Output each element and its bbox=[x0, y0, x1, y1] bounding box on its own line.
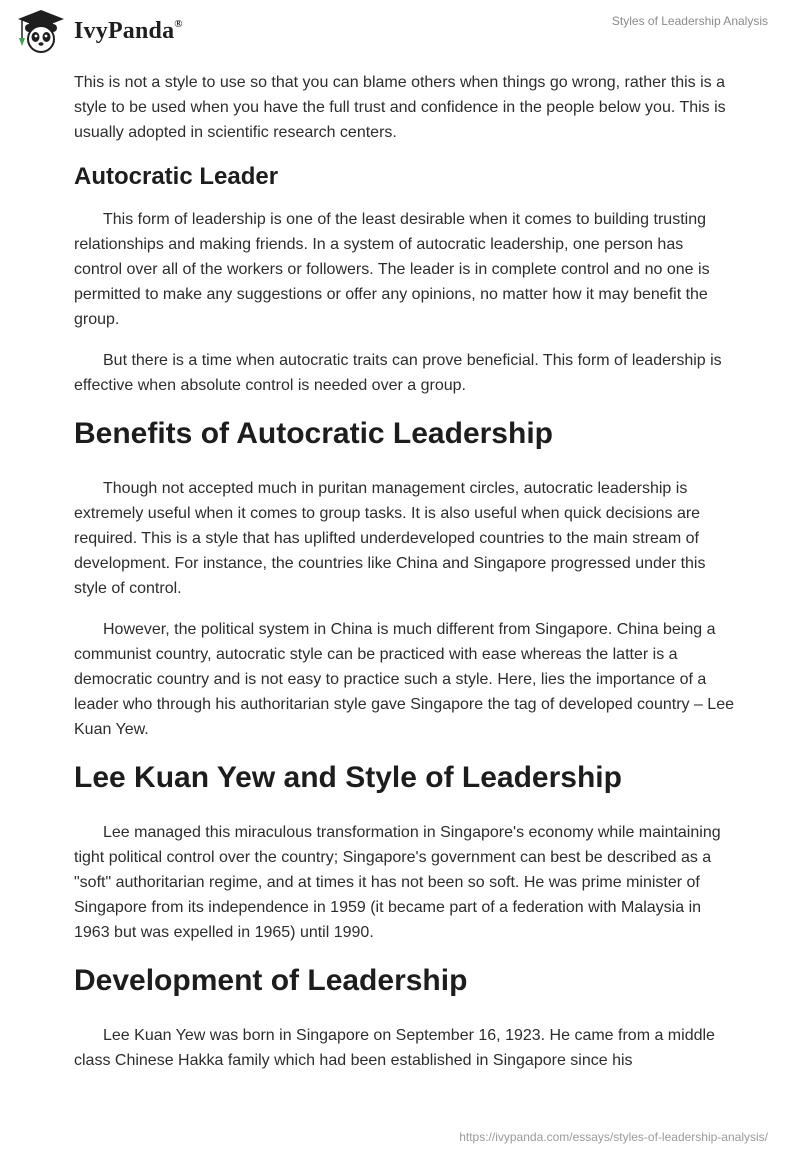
autocratic-paragraph-2: But there is a time when autocratic traits can prove beneficial. This form of leadership is effective when absolute control is needed over a group. bbox=[74, 352, 722, 394]
page-header bbox=[0, 0, 800, 64]
panda-logo-icon bbox=[14, 8, 68, 54]
essay-content bbox=[74, 70, 734, 1089]
heading-lee-kuan-yew: Lee Kuan Yew and Style of Leadership bbox=[74, 761, 622, 794]
autocratic-paragraph-1: This form of leadership is one of the least desirable when it comes to building trusting relationships and making friends. In a system of autocratic leadership, one person has control over all of the workers or followers. The leader is in complete control and no one is permitted to make any suggestions or offer any opinions, no matter how it may benefit the group. bbox=[74, 211, 710, 328]
benefits-paragraph-2: However, the political system in China is much different from Singapore. China being a communist country, autocratic style can be practiced with ease whereas the latter is a democratic country and is not easy to practice such a style. Here, lies the importance of a leader who through his authoritarian style gave Singapore the tag of developed country – Lee Kuan Yew. bbox=[74, 621, 734, 738]
ivypanda-logo[interactable] bbox=[14, 8, 183, 54]
intro-paragraph: This is not a style to use so that you can blame others when things go wrong, rather this is a style to be used when you have the full trust and confidence in the people below you. This is usually adopted in scientific research centers. bbox=[74, 74, 726, 141]
source-url[interactable]: https://ivypanda.com/essays/styles-of-leadership-analysis/ bbox=[459, 1130, 768, 1144]
heading-autocratic-leader: Autocratic Leader bbox=[74, 163, 279, 190]
benefits-paragraph-1: Though not accepted much in puritan management circles, autocratic leadership is extremely useful when it comes to group tasks. It is also useful when quick decisions are required. This is a style that has uplifted underdeveloped countries to the main stream of development. For instance, the countries like China and Singapore progressed under this style of control. bbox=[74, 480, 706, 597]
heading-benefits: Benefits of Autocratic Leadership bbox=[74, 417, 553, 450]
development-paragraph-1: Lee Kuan Yew was born in Singapore on September 16, 1923. He came from a middle class Chinese Hakka family which had been established in Singapore since his bbox=[74, 1027, 715, 1069]
document-title: Styles of Leadership Analysis bbox=[611, 14, 768, 28]
brand-name: IvyPanda® bbox=[74, 17, 183, 44]
heading-development: Development of Leadership bbox=[74, 964, 468, 997]
lee-paragraph-1: Lee managed this miraculous transformation in Singapore's economy while maintaining tight political control over the country; Singapore's government can best be described as a "soft" authoritarian regime, and at times it has not been so soft. He was prime minister of Singapore from its independence in 1959 (it became part of a federation with Malaysia in 1963 but was expelled in 1965) until 1990. bbox=[74, 824, 721, 941]
